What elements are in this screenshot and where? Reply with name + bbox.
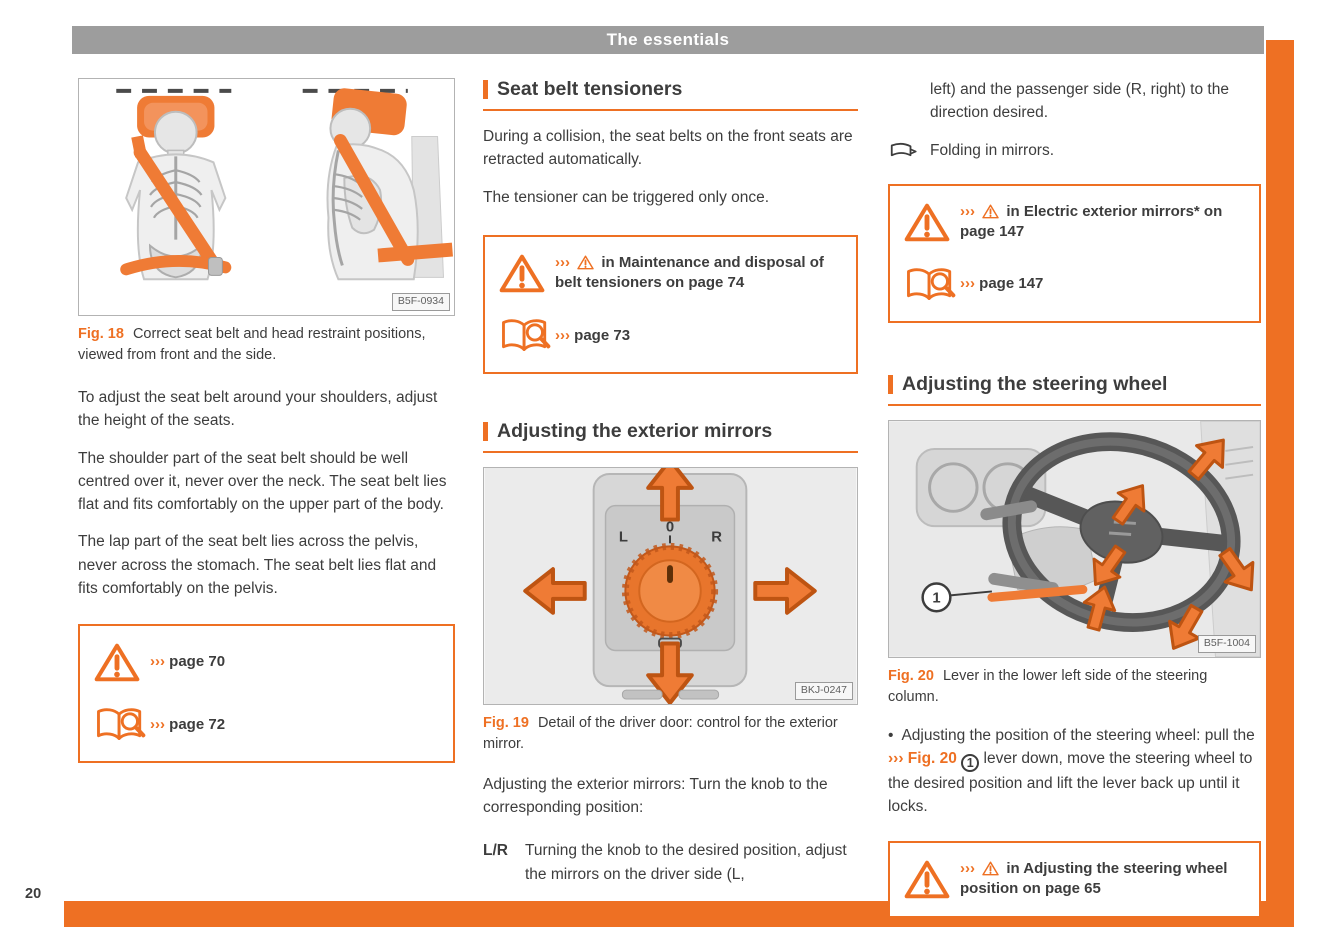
folding-mirrors-text: Folding in mirrors. bbox=[930, 142, 1055, 159]
cross-reference-box bbox=[888, 841, 1261, 918]
figure-19-caption bbox=[483, 713, 858, 755]
seat-belt-illustration bbox=[79, 79, 454, 315]
cross-reference-box bbox=[888, 184, 1261, 323]
bullet-marker: • bbox=[888, 726, 894, 744]
svg-text:L: L bbox=[618, 529, 628, 546]
page-header-title: The essentials bbox=[606, 30, 730, 49]
cross-reference-entry bbox=[499, 253, 842, 294]
paragraph: The shoulder part of the seat belt should be well centred over it, never over the neck. The seat belt lies flat and fits comfortably on the upper part of the body. bbox=[78, 449, 447, 514]
term-text: Turning the knob to the desired position, adjust the mirrors on the driver side (L, bbox=[525, 842, 847, 883]
figure-code: B5F-0934 bbox=[392, 293, 450, 311]
mirror-fold-icon bbox=[888, 141, 930, 162]
steering-wheel-illustration bbox=[889, 421, 1260, 657]
page-number: 20 bbox=[25, 886, 42, 902]
warning-triangle-icon bbox=[904, 202, 960, 243]
cross-reference-text: ››› page 147 bbox=[960, 275, 1044, 293]
cross-reference-entry bbox=[94, 705, 439, 745]
figure-code: B5F-1004 bbox=[1198, 635, 1256, 653]
book-search-icon bbox=[904, 265, 960, 305]
figure-20-caption bbox=[888, 666, 1261, 708]
figure-code: BKJ-0247 bbox=[795, 682, 853, 700]
cross-reference-entry bbox=[499, 316, 842, 356]
paragraph: To adjust the seat belt around your shoulders, adjust the height of the seats. bbox=[78, 389, 438, 430]
figure-19 bbox=[483, 467, 858, 705]
warning-triangle-icon bbox=[499, 253, 555, 294]
cross-reference-text: ››› page 70 bbox=[150, 653, 226, 671]
cross-reference-entry bbox=[904, 265, 1245, 305]
cross-reference-box bbox=[78, 624, 455, 763]
svg-text:R: R bbox=[711, 529, 722, 546]
mirror-control-illustration bbox=[484, 468, 857, 704]
figure-19-caption-text: Detail of the driver door: control for the exterior mirror. bbox=[483, 714, 838, 752]
cross-reference-text: ››› in Electric exterior mirrors* on page 147 bbox=[960, 202, 1223, 240]
warning-triangle-icon bbox=[577, 255, 594, 270]
figure-20-label: Fig. 20 bbox=[888, 667, 934, 684]
paragraph-continuation: left) and the passenger side (R, right) to the direction desired. bbox=[930, 81, 1229, 122]
figure-20 bbox=[888, 420, 1261, 658]
figure-18-caption-text: Correct seat belt and head restraint positions, viewed from front and the side. bbox=[78, 326, 426, 364]
bullet-paragraph: • Adjusting the position of the steering wheel: pull the ››› Fig. 20 1 lever down, move the steering wheel to the desired position and lift the lever back up until it locks. bbox=[888, 726, 1255, 816]
section-heading-steering-wheel: Adjusting the steering wheel bbox=[888, 373, 1261, 406]
warning-triangle-icon bbox=[982, 204, 999, 219]
cross-reference-text: ››› in Adjusting the steering wheel position on page 65 bbox=[960, 859, 1228, 898]
figure-18-caption bbox=[78, 324, 455, 366]
warning-triangle-icon bbox=[904, 859, 960, 900]
figure-reference: ››› Fig. 20 bbox=[888, 749, 957, 767]
warning-triangle-icon bbox=[982, 861, 999, 876]
cross-reference-entry bbox=[94, 642, 439, 683]
column-middle bbox=[483, 78, 858, 886]
svg-text:1: 1 bbox=[932, 589, 941, 606]
paragraph: The lap part of the seat belt lies across the pelvis, never across the stomach. The seat belt lies flat and fits comfortably on the pelvis. bbox=[78, 533, 437, 597]
paragraph: The tensioner can be triggered only once. bbox=[483, 188, 770, 206]
term-definition bbox=[483, 839, 858, 886]
warning-triangle-icon bbox=[94, 642, 150, 683]
paragraph: During a collision, the seat belts on the front seats are retracted automatically. bbox=[483, 128, 853, 169]
book-search-icon bbox=[499, 316, 555, 356]
figure-20-caption-text: Lever in the lower left side of the steering column. bbox=[888, 667, 1208, 705]
svg-text:0: 0 bbox=[665, 519, 675, 536]
cross-reference-text: ››› page 73 bbox=[555, 326, 631, 344]
callout-number: 1 bbox=[961, 754, 979, 772]
section-heading-seat-belt-tensioners: Seat belt tensioners bbox=[483, 78, 858, 111]
folding-mirrors-item bbox=[888, 141, 1261, 162]
right-border-stripe bbox=[1266, 40, 1294, 927]
column-left bbox=[78, 78, 455, 763]
book-search-icon bbox=[94, 705, 150, 745]
figure-18-label: Fig. 18 bbox=[78, 326, 124, 342]
figure-18 bbox=[78, 78, 455, 316]
cross-reference-entry bbox=[904, 202, 1245, 243]
section-heading-exterior-mirrors: Adjusting the exterior mirrors bbox=[483, 420, 858, 453]
cross-reference-text: ››› in Maintenance and disposal of belt tensioners on page 74 bbox=[555, 254, 824, 292]
cross-reference-entry bbox=[904, 859, 1245, 900]
column-right bbox=[888, 78, 1261, 918]
paragraph: Adjusting the exterior mirrors: Turn the knob to the corresponding position: bbox=[483, 775, 828, 817]
figure-19-label: Fig. 19 bbox=[483, 714, 529, 731]
cross-reference-text: ››› page 72 bbox=[150, 715, 226, 733]
cross-reference-box bbox=[483, 235, 858, 374]
page-header bbox=[72, 26, 1264, 54]
term-label: L/R bbox=[483, 842, 508, 860]
